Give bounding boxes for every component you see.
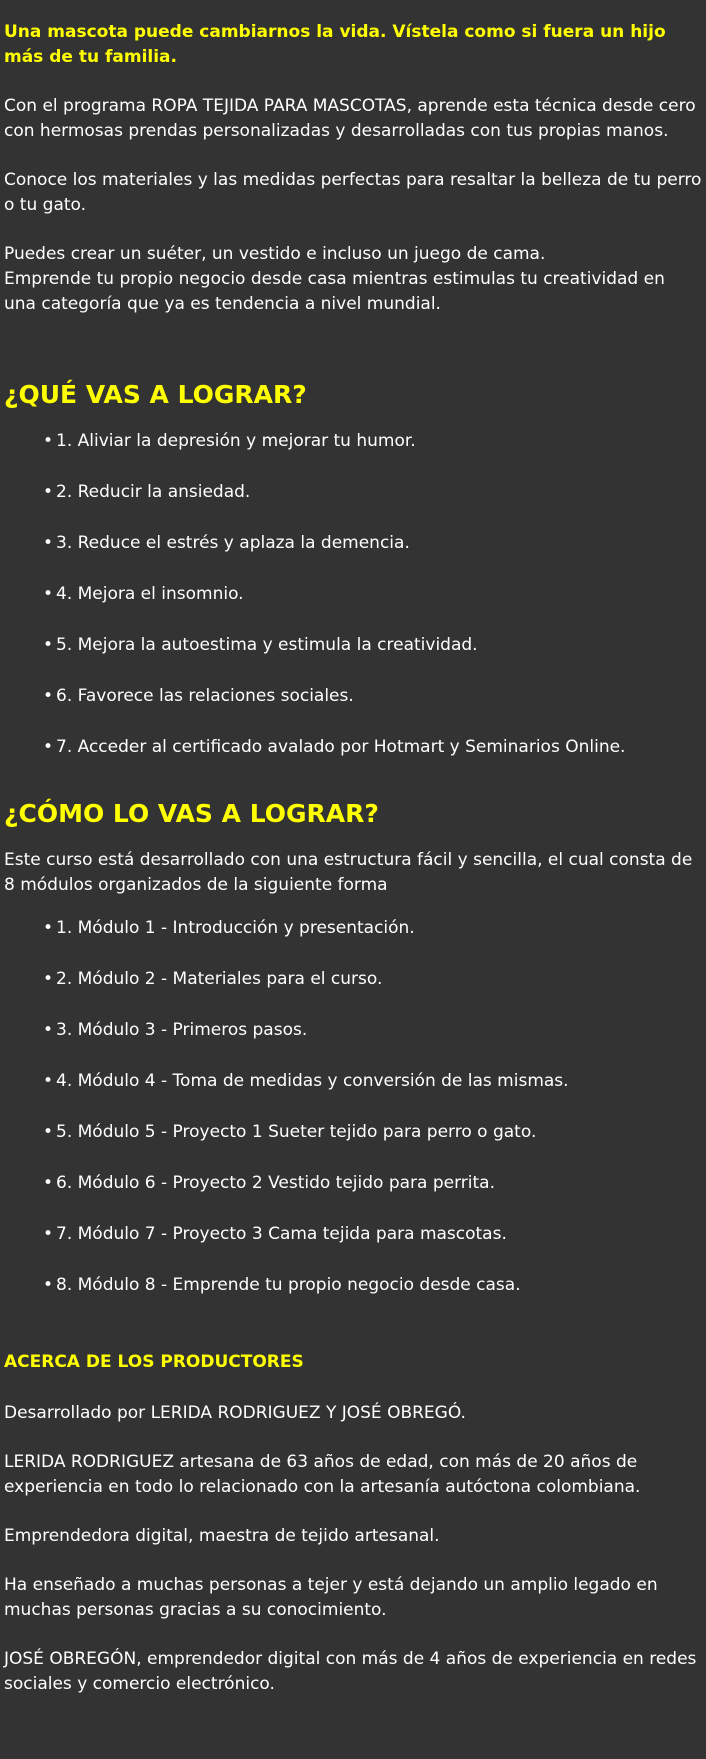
bullet-icon: • <box>43 969 54 989</box>
bullet-icon: • <box>43 1224 54 1244</box>
list-item <box>43 916 702 941</box>
list-item-text: 2. Reducir la ansiedad. <box>56 482 251 502</box>
list-item <box>43 582 702 607</box>
productores-paragraph-2: LERIDA RODRIGUEZ artesana de 63 años de edad, con más de 20 años de experiencia en todo lo relacionado con la artesanía autóctona colombiana. <box>4 1452 641 1497</box>
bullet-icon: • <box>43 1020 54 1040</box>
list-item <box>43 684 702 709</box>
list-item-text: 7. Acceder al certificado avalado por Hotmart y Seminarios Online. <box>56 737 626 757</box>
list-item-text: 5. Mejora la autoestima y estimula la creatividad. <box>56 635 478 655</box>
bullet-icon: • <box>43 686 54 706</box>
list-item-text: 8. Módulo 8 - Emprende tu propio negocio desde casa. <box>56 1275 521 1295</box>
bullet-icon: • <box>43 918 54 938</box>
list-item-text: 6. Favorece las relaciones sociales. <box>56 686 354 706</box>
bullet-icon: • <box>43 482 54 502</box>
list-item-text: 2. Módulo 2 - Materiales para el curso. <box>56 969 383 989</box>
list-item <box>43 1171 702 1196</box>
benefits-list <box>4 429 702 760</box>
list-item-text: 4. Módulo 4 - Toma de medidas y conversión de las mismas. <box>56 1071 569 1091</box>
que-vas-a-lograr-heading: ¿QUÉ VAS A LOGRAR? <box>4 380 307 409</box>
list-item <box>43 1018 702 1043</box>
list-item <box>43 1222 702 1247</box>
bullet-icon: • <box>43 635 54 655</box>
productores-paragraph-1: Desarrollado por LERIDA RODRIGUEZ Y JOSÉ OBREGÓ. <box>4 1403 466 1423</box>
list-item <box>43 967 702 992</box>
bullet-icon: • <box>43 584 54 604</box>
intro-paragraph-1: Con el programa ROPA TEJIDA PARA MASCOTAS, aprende esta técnica desde cero con hermosas prendas personalizadas y desarrolladas con tus propias manos. <box>4 96 696 141</box>
list-item <box>43 531 702 556</box>
list-item <box>43 1273 702 1298</box>
intro-headline: Una mascota puede cambiarnos la vida. Vístela como si fuera un hijo más de tu familia. <box>4 22 666 67</box>
intro-paragraph-3 <box>4 242 702 317</box>
list-item <box>43 633 702 658</box>
productores-paragraph-3: Emprendedora digital, maestra de tejido artesanal. <box>4 1526 440 1546</box>
list-item <box>43 429 702 454</box>
list-item-text: 5. Módulo 5 - Proyecto 1 Sueter tejido para perro o gato. <box>56 1122 537 1142</box>
intro-paragraph-2: Conoce los materiales y las medidas perfectas para resaltar la belleza de tu perro o tu gato. <box>4 170 702 215</box>
list-item-text: 7. Módulo 7 - Proyecto 3 Cama tejida para mascotas. <box>56 1224 507 1244</box>
como-lo-vas-a-lograr-heading: ¿CÓMO LO VAS A LOGRAR? <box>4 799 379 828</box>
list-item-text: 1. Aliviar la depresión y mejorar tu humor. <box>56 431 416 451</box>
productores-paragraph-4: Ha enseñado a muchas personas a tejer y está dejando un amplio legado en muchas personas gracias a su conocimiento. <box>4 1575 658 1620</box>
course-structure-intro: Este curso está desarrollado con una estructura fácil y sencilla, el cual consta de 8 módulos organizados de la siguiente forma <box>4 850 693 895</box>
bullet-icon: • <box>43 1071 54 1091</box>
list-item <box>43 735 702 760</box>
bullet-icon: • <box>43 737 54 757</box>
list-item-text: 1. Módulo 1 - Introducción y presentación. <box>56 918 415 938</box>
productores-paragraph-5: JOSÉ OBREGÓN, emprendedor digital con más de 4 años de experiencia en redes sociales y comercio electrónico. <box>4 1649 697 1694</box>
list-item-text: 3. Módulo 3 - Primeros pasos. <box>56 1020 308 1040</box>
list-item-text: 6. Módulo 6 - Proyecto 2 Vestido tejido para perrita. <box>56 1173 496 1193</box>
productores-heading: ACERCA DE LOS PRODUCTORES <box>4 1352 304 1372</box>
intro-paragraph-3-line-1: Puedes crear un suéter, un vestido e incluso un juego de cama. <box>4 244 546 264</box>
list-item-text: 4. Mejora el insomnio. <box>56 584 244 604</box>
bullet-icon: • <box>43 533 54 553</box>
list-item <box>43 1120 702 1145</box>
list-item <box>43 480 702 505</box>
bullet-icon: • <box>43 431 54 451</box>
bullet-icon: • <box>43 1275 54 1295</box>
intro-paragraph-3-line-2: Emprende tu propio negocio desde casa mientras estimulas tu creatividad en una categoría que ya es tendencia a nivel mundial. <box>4 269 665 314</box>
bullet-icon: • <box>43 1122 54 1142</box>
list-item-text: 3. Reduce el estrés y aplaza la demencia. <box>56 533 410 553</box>
modules-list <box>4 916 702 1298</box>
list-item <box>43 1069 702 1094</box>
bullet-icon: • <box>43 1173 54 1193</box>
